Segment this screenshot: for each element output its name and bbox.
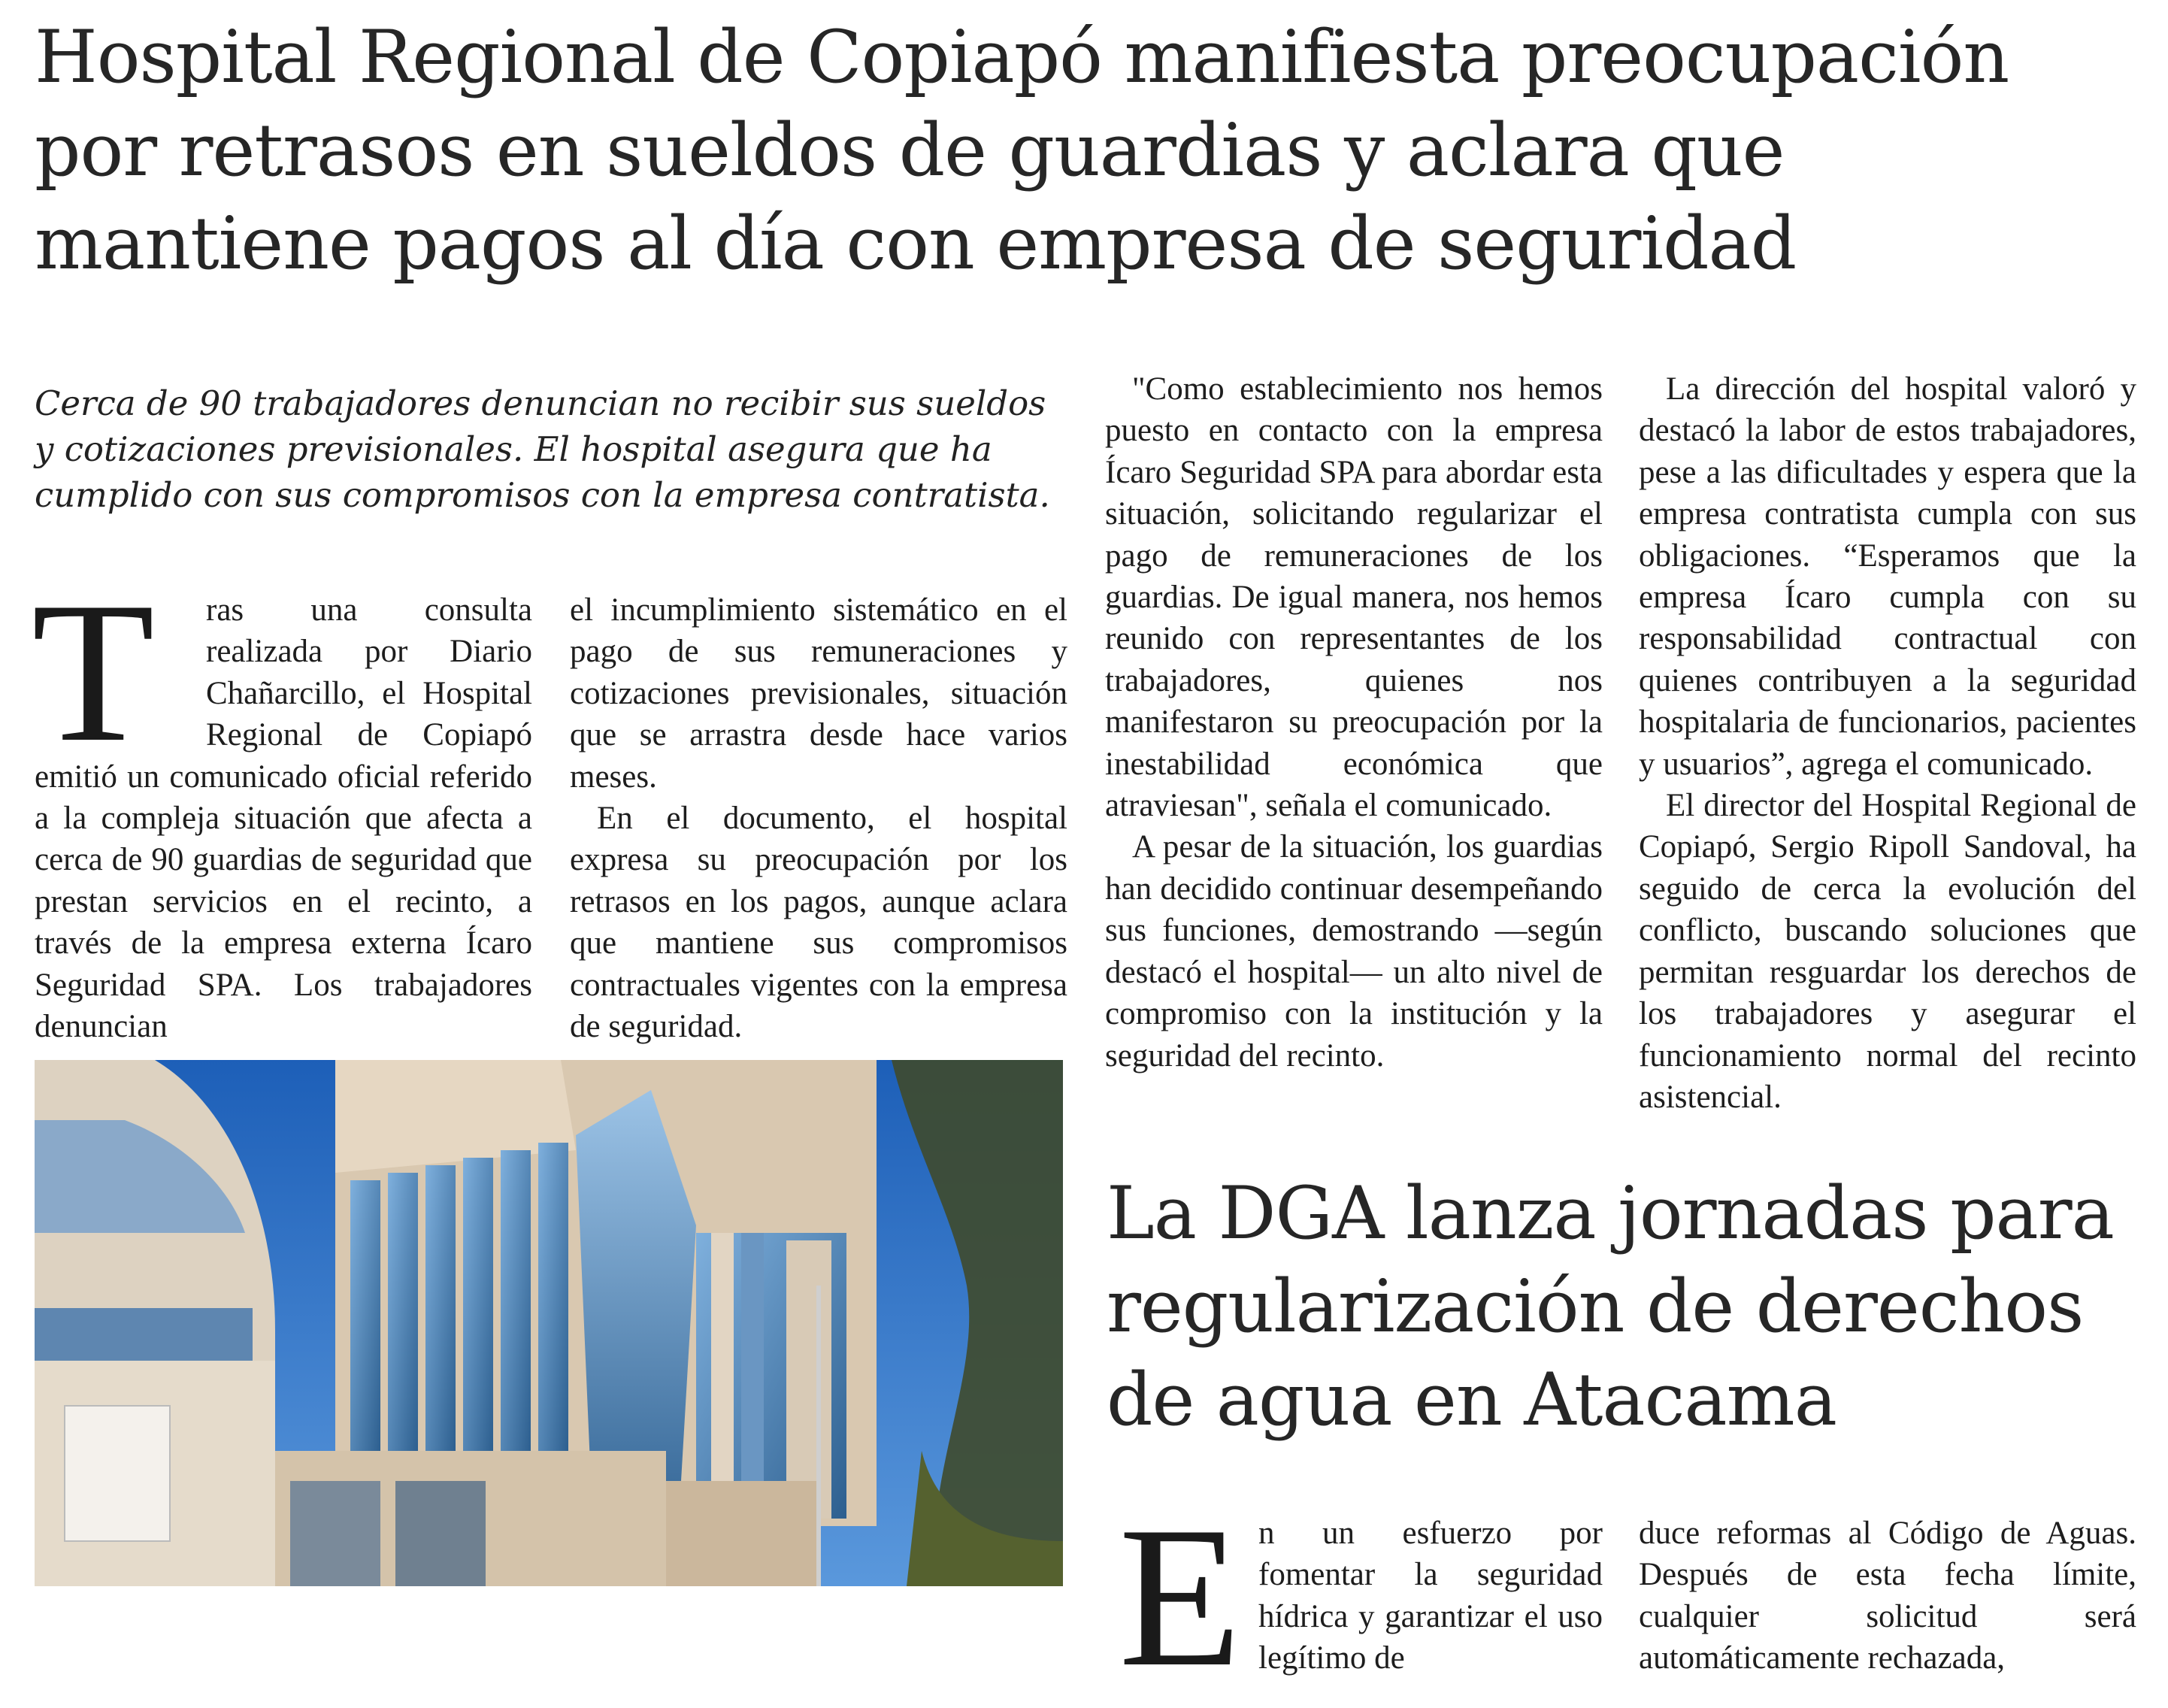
hospital-photo (35, 1060, 1063, 1586)
drop-cap: T (32, 560, 155, 783)
article2-column-2 (1639, 1513, 2136, 1679)
drop-cap-space (35, 589, 206, 755)
body-paragraph: El director del Hospital Regional de Copiapó, Sergio Ripoll Sandoval, ha seguido de cerca la evolución del conflicto, buscando soluciones que permitan resguardar los derechos de los trabajadores y asegurar el funcionamiento normal del recinto asistencial. (1639, 788, 2136, 1115)
body-paragraph: La dirección del hospital valoró y destacó la labor de estos trabajadores, pese a las dificultades y espera que la empresa contratista cumpla con sus obligaciones. “Esperamos que la empresa Ícaro cumpla con su responsabilidad contractual con quienes contribuyen a la seguridad hospitalaria de funcionarios, pacientes y usuarios”, agrega el comunicado. (1639, 371, 2136, 782)
drop-cap-2: E (1119, 1485, 1242, 1708)
body-paragraph: duce reformas al Código de Aguas. Después de esta fecha límite, cualquier solicitud será automáticamente rechazada, (1639, 1516, 2136, 1676)
body-paragraph: "Como establecimiento nos hemos puesto en contacto con la empresa Ícaro Seguridad SPA para abordar esta situación, solicitando regularizar el pago de remuneraciones de los guardias. De igual manera, nos hemos reunido con representantes de los trabajadores, quienes nos manifestaron su preocupación por la inestabilidad económica que atraviesan", señala el comunicado. (1105, 371, 1603, 824)
article-headline-2: La DGA lanza jornadas para regularización de derechos de agua en Atacama (1107, 1171, 2114, 1442)
article-headline: Hospital Regional de Copiapó manifiesta preocupación por retrasos en sueldos de guardias y aclara que mantiene pagos al día con empresa de seguridad (35, 15, 2009, 286)
article-column-1 (35, 589, 532, 1047)
body-paragraph: A pesar de la situación, los guardias han decidido continuar desempeñando sus funciones, demostrando —según destacó el hospital— un alto nivel de compromiso con la institución y la seguridad del recinto. (1105, 829, 1603, 1074)
article-column-3 (1105, 368, 1603, 1077)
article-column-4 (1639, 368, 2136, 1118)
paragraph-text: ras una consulta realizada por Diario Chañarcillo, el Hospital Regional de Copiapó emitió un comunicado oficial referido a la compleja situación que afecta a cerca de 90 guardias de seguridad que prestan servicios en el recinto, a través de la empresa externa Ícaro Seguridad SPA. Los trabajadores denuncian (35, 592, 532, 1045)
body-paragraph: En el documento, el hospital expresa su preocupación por los retrasos en los pagos, aunque aclara que mantiene sus compromisos contractuales vigentes con la empresa de seguridad. (570, 801, 1067, 1045)
body-paragraph (35, 589, 532, 1047)
body-paragraph: el incumplimiento sistemático en el pago de sus remuneraciones y cotizaciones previsionales, situación que se arrastra desde hace varios meses. (570, 592, 1067, 795)
article-column-2 (570, 589, 1067, 1047)
article2-column-1 (1258, 1513, 1603, 1679)
body-paragraph: n un esfuerzo por fomentar la seguridad hídrica y garantizar el uso legítimo de (1258, 1516, 1603, 1676)
article-lead: Cerca de 90 trabajadores denuncian no recibir sus sueldos y cotizaciones previsionales. El hospital asegura que ha cumplido con sus compromisos con la empresa contratista. (35, 383, 1050, 515)
